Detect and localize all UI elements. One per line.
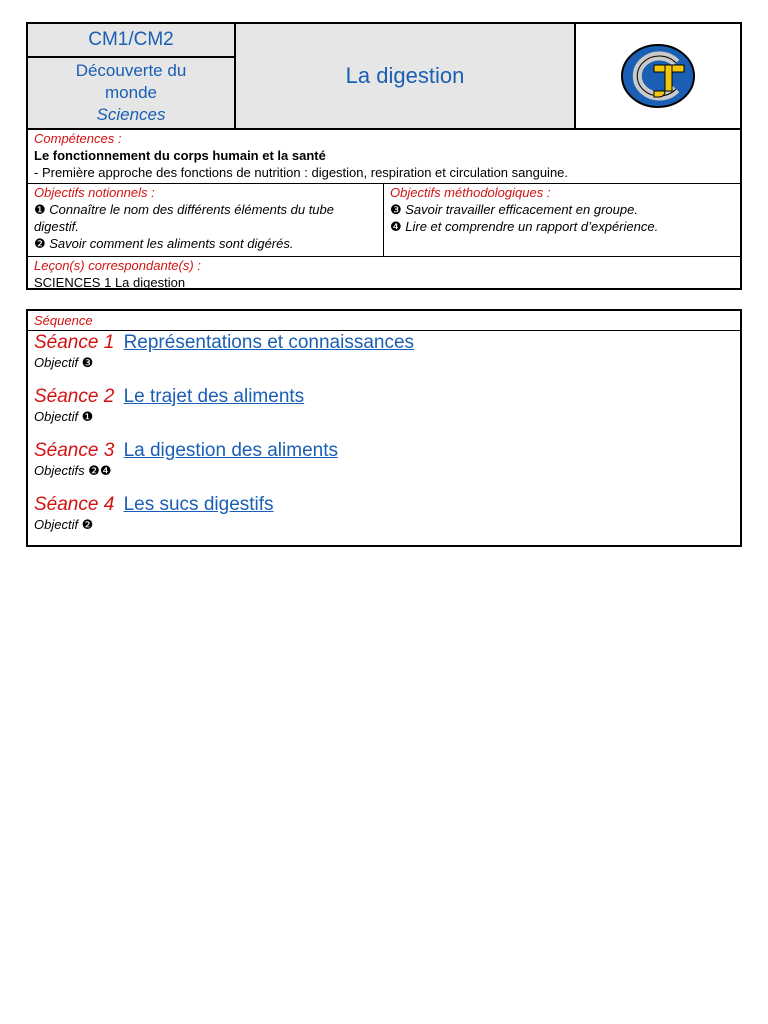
subject-line-3: Sciences [96, 105, 166, 124]
notional-item: ❶ Connaître le nom des différents éléments du tube digestif. [34, 202, 334, 234]
competences-table [26, 128, 742, 290]
lesson-ref-prefix: SCIENCES 1 [34, 275, 112, 290]
subject-line-1: Découverte du [75, 61, 187, 80]
session-item [28, 439, 740, 478]
session-objective: Objectifs ❷❹ [34, 463, 112, 478]
session-objective: Objectif ❶ [34, 409, 94, 424]
method-item: ❹ Lire et comprendre un rapport d’expérience. [390, 219, 659, 234]
header-left-column [28, 24, 236, 128]
competences-label: Compétences : [34, 131, 122, 146]
subject-cell [28, 58, 234, 128]
competences-block [28, 130, 740, 184]
sequence-label: Séquence [28, 311, 740, 331]
session-title-link[interactable]: Le trajet des aliments [123, 386, 305, 407]
session-objective: Objectif ❸ [34, 355, 94, 370]
method-item: ❸ Savoir travailler efficacement en groupe. [390, 202, 638, 217]
session-number: Séance 3 [34, 440, 115, 461]
notional-item: ❷ Savoir comment les aliments sont digérés. [34, 236, 294, 251]
session-number: Séance 4 [34, 494, 115, 515]
method-objectives [384, 184, 740, 256]
lesson-ref-title[interactable]: La digestion [114, 275, 186, 290]
class-level: CM1/CM2 [28, 24, 234, 58]
logo-cell [576, 24, 740, 128]
notional-objectives [28, 184, 384, 256]
session-title-link[interactable]: Les sucs digestifs [123, 494, 274, 515]
session-item [28, 493, 740, 532]
session-item [28, 331, 740, 370]
subject-line-2: monde [105, 83, 157, 102]
session-title-link[interactable]: La digestion des aliments [123, 440, 338, 461]
header-table [26, 22, 742, 130]
logo-icon [618, 41, 698, 111]
session-number: Séance 1 [34, 332, 115, 353]
session-title-link[interactable]: Représentations et connaissances [123, 332, 415, 353]
competences-description: - Première approche des fonctions de nutrition : digestion, respiration et circulation sanguine. [34, 165, 569, 180]
session-item [28, 385, 740, 424]
method-label: Objectifs méthodologiques : [390, 185, 551, 200]
objectives-row [28, 184, 740, 257]
document-title: La digestion [236, 24, 576, 128]
lesson-reference [34, 274, 734, 291]
notional-label: Objectifs notionnels : [34, 185, 155, 200]
sequence-table [26, 309, 742, 547]
lessons-block [28, 257, 740, 292]
competences-title: Le fonctionnement du corps humain et la santé [34, 148, 326, 163]
session-number: Séance 2 [34, 386, 115, 407]
lessons-label: Leçon(s) correspondante(s) : [34, 258, 201, 273]
session-objective: Objectif ❷ [34, 517, 94, 532]
